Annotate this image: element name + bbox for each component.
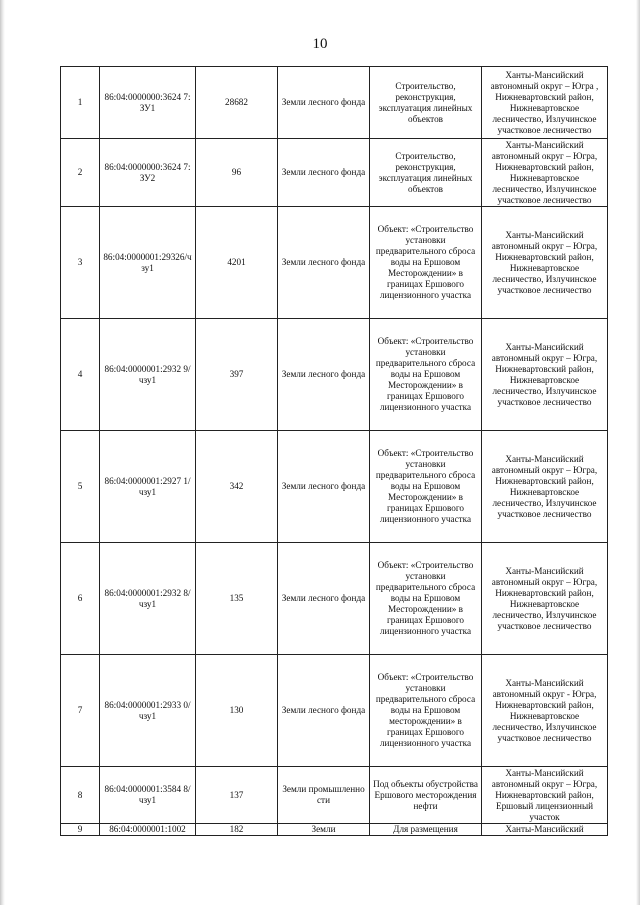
row-number: 5	[61, 431, 100, 543]
permitted-use: Объект: «Строительство установки предварительного сброса воды на Ершовом Месторождении» в границах Ершового лицензионного участка	[370, 543, 482, 655]
land-category: Земли лесного фонда	[278, 207, 370, 319]
permitted-use: Под объекты обустройства Ершового месторождения нефти	[370, 767, 482, 824]
table-row	[61, 67, 608, 139]
row-number: 4	[61, 319, 100, 431]
table-row	[61, 767, 608, 824]
permitted-use: Объект: «Строительство установки предварительного сброса воды на Ершовом Месторождении» в границах Ершового лицензионного участка	[370, 431, 482, 543]
area: 397	[196, 319, 278, 431]
cadastral-number: 86:04:0000000:3624 7:ЗУ2	[100, 139, 196, 207]
table-row	[61, 655, 608, 767]
location: Ханты-Мансийский автономный округ – Югра, Нижневартовский район, Нижневартовское лесничество, Излучинское участковое лесничество	[482, 431, 608, 543]
location: Ханты-Мансийский автономный округ – Югра, Нижневартовский район, Нижневартовское лесничество, Излучинское участковое лесничество	[482, 207, 608, 319]
permitted-use: Строительство, реконструкция, эксплуатация линейных объектов	[370, 139, 482, 207]
area: 28682	[196, 67, 278, 139]
permitted-use: Объект: «Строительство установки предварительного сброса воды на Ершовом Месторождении» в границах Ершового лицензионного участка	[370, 207, 482, 319]
area: 135	[196, 543, 278, 655]
land-category: Земли лесного фонда	[278, 67, 370, 139]
area: 96	[196, 139, 278, 207]
row-number: 2	[61, 139, 100, 207]
area: 130	[196, 655, 278, 767]
cadastral-number: 86:04:0000001:2932 9/чзу1	[100, 319, 196, 431]
row-number: 3	[61, 207, 100, 319]
table-row	[61, 139, 608, 207]
cadastral-number: 86:04:0000001:2927 1/чзу1	[100, 431, 196, 543]
land-category: Земли лесного фонда	[278, 139, 370, 207]
row-number: 1	[61, 67, 100, 139]
row-number: 6	[61, 543, 100, 655]
land-category: Земли	[278, 824, 370, 836]
area: 342	[196, 431, 278, 543]
cadastral-number: 86:04:0000001:1002	[100, 824, 196, 836]
table-row	[61, 431, 608, 543]
permitted-use: Строительство, реконструкция, эксплуатация линейных объектов	[370, 67, 482, 139]
location: Ханты-Мансийский автономный округ – Югра, Нижневартовский район, Нижневартовское лесничество, Излучинское участковое лесничество	[482, 139, 608, 207]
table-row	[61, 543, 608, 655]
table-row	[61, 824, 608, 836]
table-row	[61, 207, 608, 319]
cadastral-number: 86:04:0000001:29326/чзу1	[100, 207, 196, 319]
cadastral-number: 86:04:0000001:3584 8/чзу1	[100, 767, 196, 824]
cadastral-number: 86:04:0000001:2932 8/чзу1	[100, 543, 196, 655]
area: 4201	[196, 207, 278, 319]
table-row	[61, 319, 608, 431]
land-category: Земли лесного фонда	[278, 431, 370, 543]
row-number: 7	[61, 655, 100, 767]
location: Ханты-Мансийский	[482, 824, 608, 836]
permitted-use: Объект: «Строительство установки предварительного сброса воды на Ершовом Месторождении» в границах Ершового лицензионного участка	[370, 319, 482, 431]
scan-edge-left	[0, 0, 5, 905]
cadastral-number: 86:04:0000000:3624 7:ЗУ1	[100, 67, 196, 139]
location: Ханты-Мансийский автономный округ – Югра, Нижневартовский район, Нижневартовское лесничество, Излучинское участковое лесничество	[482, 319, 608, 431]
permitted-use: Для размещения	[370, 824, 482, 836]
land-category: Земли промышленности	[278, 767, 370, 824]
page-number: 10	[312, 36, 328, 52]
area: 137	[196, 767, 278, 824]
row-number: 8	[61, 767, 100, 824]
row-number: 9	[61, 824, 100, 836]
area: 182	[196, 824, 278, 836]
location: Ханты-Мансийский автономный округ – Югра , Нижневартовский район, Нижневартовское лесничество, Излучинское участковое лесничество	[482, 67, 608, 139]
land-category: Земли лесного фонда	[278, 319, 370, 431]
scan-edge-right	[636, 0, 640, 905]
cadastral-number: 86:04:0000001:2933 0/чзу1	[100, 655, 196, 767]
location: Ханты-Мансийский автономный округ – Югра, Нижневартовский район, Ершовый лицензионный участок	[482, 767, 608, 824]
location: Ханты-Мансийский автономный округ - Югра, Нижневартовский район, Нижневартовское лесничество, Излучинское участковое лесничество	[482, 655, 608, 767]
land-category: Земли лесного фонда	[278, 655, 370, 767]
land-category: Земли лесного фонда	[278, 543, 370, 655]
permitted-use: Объект: «Строительство установки предварительного сброса воды на Ершовом месторождении» в границах Ершового лицензионного участка	[370, 655, 482, 767]
location: Ханты-Мансийский автономный округ – Югра, Нижневартовский район, Нижневартовское лесничество, Излучинское участковое лесничество	[482, 543, 608, 655]
land-plots-table	[60, 66, 608, 836]
